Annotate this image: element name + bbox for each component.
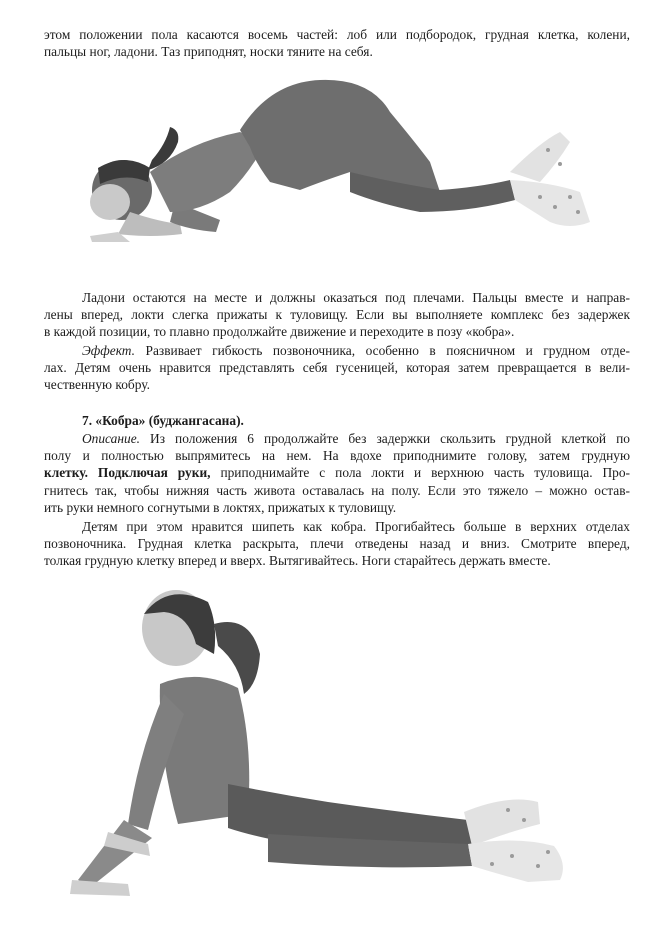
text-line: клетку. Подключая руки, приподнимайте с пола локти и верхнюю часть туловища. Про-	[44, 465, 631, 481]
text-line: лены вперед, локти слегка прижаты к туловищу. Если вы выполняете комплекс без задержек	[44, 307, 630, 323]
text-line	[44, 342, 630, 359]
text-line: позвоночника. Грудная клетка раскрыта, плечи отведены назад и вниз. Смотрите вперед,	[44, 536, 630, 552]
effect-paragraph	[44, 342, 630, 394]
text-line: в каждой позиции, то плавно продолжайте движение и переходите в позу «кобра».	[44, 324, 515, 340]
text-line: чественную кобру.	[44, 377, 150, 393]
cobra-heading: 7. «Кобра» (буджангасана).	[82, 413, 244, 428]
cobra-paragraph	[44, 518, 630, 570]
text-line: Детям при этом нравится шипеть как кобра. Прогибайтесь больше в верхних отделах	[82, 519, 630, 534]
effect-text: Развивает гибкость позвоночника, особенно в поясничном и грудном отде-	[135, 343, 630, 358]
caterpillar-pose-photo	[70, 72, 602, 244]
bold-phrase: клетку. Подключая руки,	[44, 465, 211, 481]
text-line: лах. Детям очень нравится представлять себя гусеницей, которая затем превращается в вели-	[44, 360, 630, 376]
text-line: Ладони остаются на месте и должны оказаться под плечами. Пальцы вместе и направ-	[82, 290, 630, 305]
text-line: Описание. Из положения 6 продолжайте без задержки скользить грудной клеткой по	[82, 431, 630, 446]
text-line: ить руки немного согнутыми в локтях, прижатых к туловищу.	[44, 499, 397, 515]
text-line: полу и полностью выпрямитесь на нем. На вдохе приподнимите голову, затем грудную	[44, 448, 630, 464]
section-heading	[44, 412, 630, 429]
palms-paragraph	[44, 289, 630, 341]
text-line: толкая грудную клетку вперед и вверх. Вытягивайтесь. Ноги старайтесь держать вместе.	[44, 553, 551, 569]
description-paragraph	[44, 430, 630, 516]
text-line: этом положении пола касаются восемь частей: лоб или подбородок, грудная клетка, колени,	[44, 27, 630, 42]
text-line: гнитесь так, чтобы нижняя часть живота оставалась на полу. Если это тяжело – можно остав-	[44, 482, 630, 498]
cobra-pose-photo	[68, 584, 598, 904]
effect-label: Эффект.	[82, 343, 135, 358]
intro-paragraph	[44, 26, 630, 60]
text-line: пальцы ног, ладони. Таз приподнят, носки тяните на себя.	[44, 44, 373, 60]
description-label: Описание.	[82, 431, 140, 446]
